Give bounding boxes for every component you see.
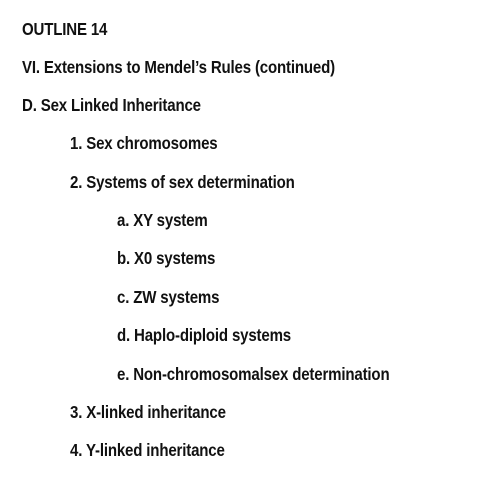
outline-subitem-xy-system: a. XY system xyxy=(117,210,208,230)
section-heading: VI. Extensions to Mendel’s Rules (continued) xyxy=(22,57,335,77)
slide-title: OUTLINE 14 xyxy=(22,19,108,39)
outline-item-y-linked-inheritance: 4. Y-linked inheritance xyxy=(70,440,225,460)
outline-subitem-zw-systems: c. ZW systems xyxy=(117,287,220,307)
outline-item-systems-of-sex-determination: 2. Systems of sex determination xyxy=(70,172,295,192)
subsection-heading: D. Sex Linked Inheritance xyxy=(22,95,201,115)
outline-subitem-x0-systems: b. X0 systems xyxy=(117,248,216,268)
outline-subitem-haplo-diploid-systems: d. Haplo-diploid systems xyxy=(117,325,291,345)
outline-subitem-non-chromosomal-sex-determination: e. Non-chromosomalsex determination xyxy=(117,364,390,384)
outline-item-x-linked-inheritance: 3. X-linked inheritance xyxy=(70,402,226,422)
outline-item-sex-chromosomes: 1. Sex chromosomes xyxy=(70,133,218,153)
